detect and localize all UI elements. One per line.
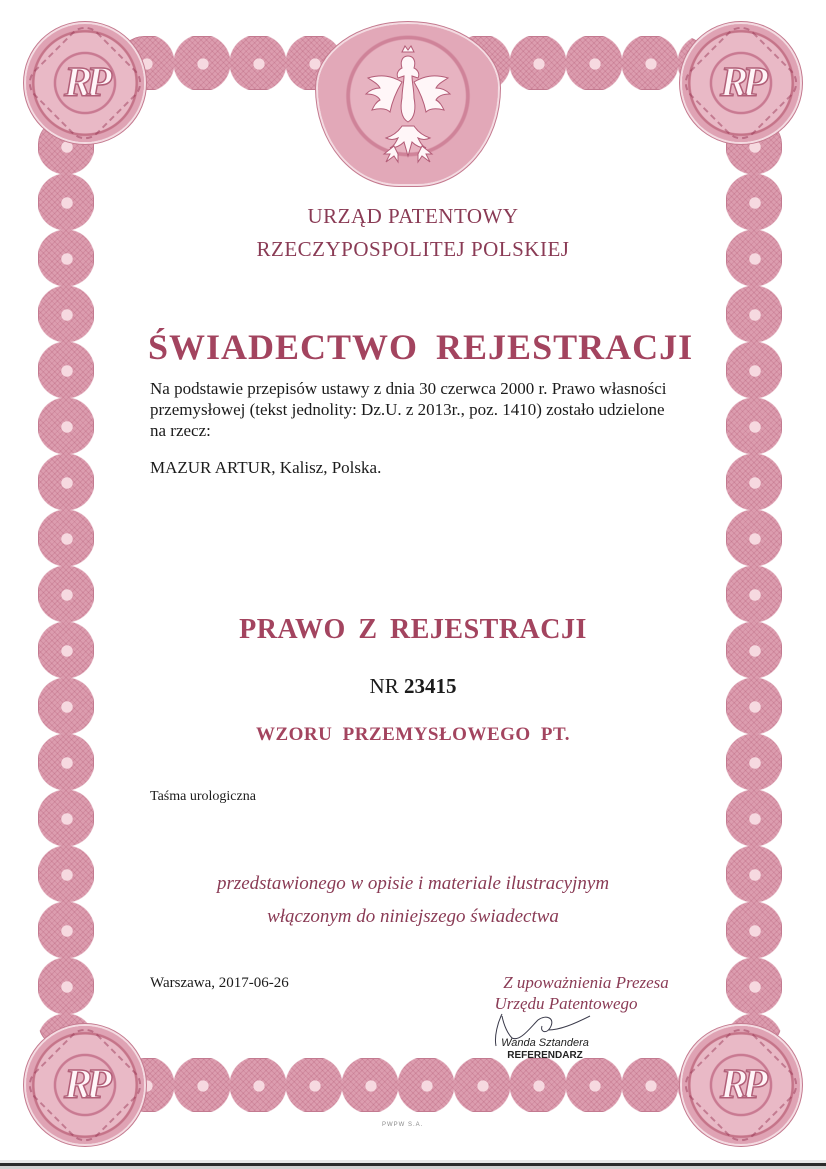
place-and-date: Warszawa, 2017-06-26 — [150, 975, 289, 991]
authority-line1: Z upoważnienia Prezesa — [503, 973, 669, 992]
certificate-title: ŚWIADECTWO REJESTRACJI — [148, 327, 694, 367]
corner-rosette-bottom-right — [682, 1026, 800, 1144]
registration-number-prefix: NR — [369, 674, 399, 698]
rp-monogram-icon: RP — [64, 1062, 106, 1108]
signer-role: REFERENDARZ — [507, 1050, 583, 1061]
note-line1: przedstawionego w opisie i materiale ilustracyjnym — [216, 873, 610, 894]
authority-line2: Urzędu Patentowego — [494, 994, 638, 1013]
rp-monogram-icon: RP — [720, 60, 762, 106]
rp-monogram-icon: RP — [720, 1062, 762, 1108]
corner-rosette-top-right — [682, 24, 800, 142]
design-name: Taśma urologiczna — [150, 789, 256, 804]
rp-monogram-icon: RP — [64, 60, 106, 106]
registration-number — [0, 674, 826, 699]
legal-basis-text: Na podstawie przepisów ustawy z dnia 30 czerwca 2000 r. Prawo własności przemysłowej (tekst jednolity: Dz.U. z 2013r., poz. 1410) zostało udzielone na rzecz: — [150, 379, 667, 440]
printer-mark: PWPW S.A. — [382, 1122, 424, 1128]
registration-number-value: 23415 — [403, 674, 457, 698]
corner-rosette-top-left — [26, 24, 144, 142]
issuing-office-line1: URZĄD PATENTOWY — [307, 204, 519, 228]
rights-holder: MAZUR ARTUR, Kalisz, Polska. — [150, 458, 382, 477]
signer-name: Wanda Sztandera — [501, 1037, 589, 1049]
issuing-office-line2: RZECZYPOSPOLITEJ POLSKIEJ — [256, 237, 570, 261]
design-label: WZORU PRZEMYSŁOWEGO PT. — [255, 724, 571, 745]
corner-rosette-bottom-left — [26, 1026, 144, 1144]
scan-edge-divider — [0, 1160, 826, 1169]
note-line2: włączonym do niniejszego świadectwa — [267, 906, 559, 927]
right-title: PRAWO Z REJESTRACJI — [239, 614, 587, 645]
